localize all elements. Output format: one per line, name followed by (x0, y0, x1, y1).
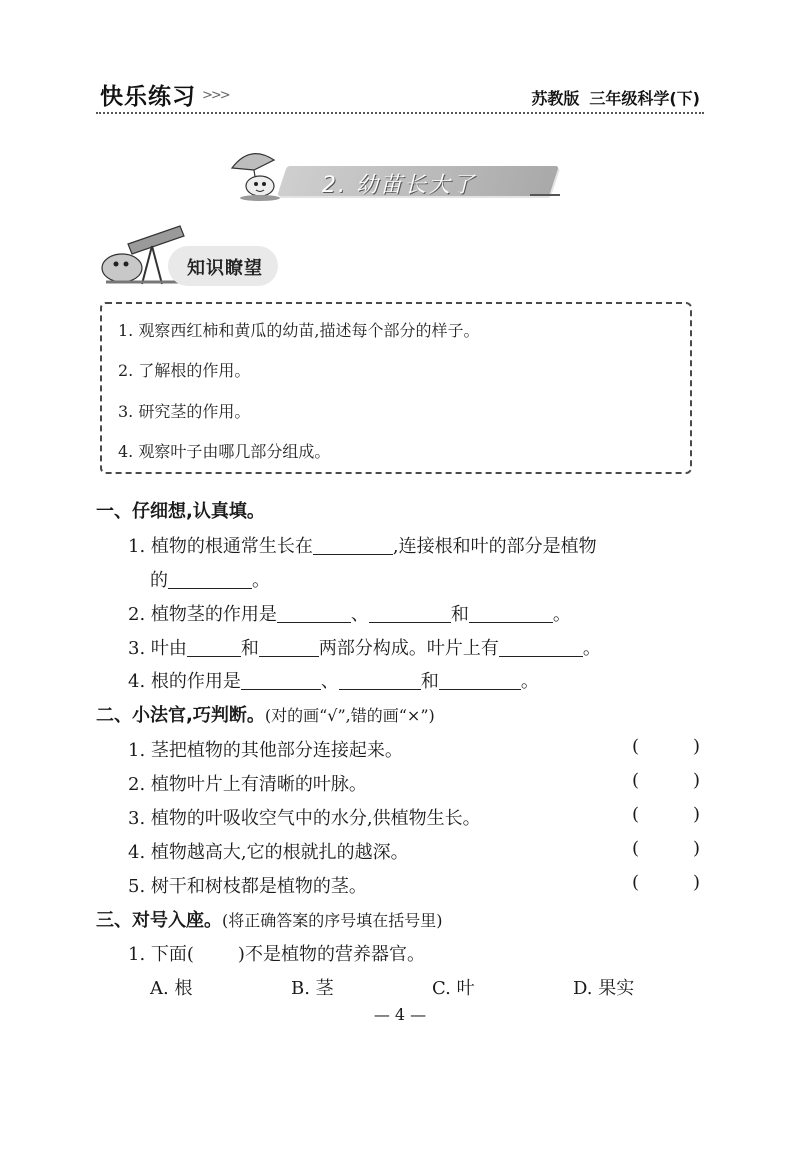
answer-paren-open[interactable]: ( (632, 872, 640, 893)
question-text: 4. 根的作用是 (128, 671, 241, 692)
choice-option-d[interactable]: D. 果实 (573, 978, 635, 999)
answer-blank[interactable] (469, 604, 553, 623)
answer-blank[interactable] (168, 570, 252, 589)
fill-question-1-cont (150, 566, 270, 592)
fill-question-2 (128, 600, 571, 626)
question-text: 、 (320, 671, 339, 692)
answer-blank[interactable] (187, 638, 241, 657)
section1-heading: 一、仔细想,认真填。 (96, 501, 265, 522)
objective-item: 4. 观察叶子由哪几部分组成。 (118, 442, 331, 461)
question-text: 。 (552, 604, 571, 625)
judge-item-2 (128, 770, 700, 796)
question-text: )不是植物的营养器官。 (237, 944, 425, 965)
answer-paren-close[interactable]: ) (692, 770, 700, 791)
section3-heading (96, 906, 443, 932)
judge-item-3 (128, 804, 700, 830)
answer-paren-open[interactable]: ( (632, 838, 640, 859)
fill-question-1 (128, 532, 597, 558)
fill-question-4 (128, 667, 539, 693)
page-number: — 4 — (373, 1005, 427, 1024)
title-underline (530, 194, 560, 196)
question-text: 3. 叶由 (128, 638, 187, 659)
choice-option-b[interactable]: B. 茎 (291, 978, 334, 999)
book-info (521, 86, 700, 109)
question-text: 的 (150, 570, 168, 591)
objective-item: 1. 观察西红柿和黄瓜的幼苗,描述每个部分的样子。 (118, 321, 480, 340)
question-text: 2. 植物茎的作用是 (128, 604, 277, 625)
question-text: 。 (520, 671, 539, 692)
answer-paren-close[interactable]: ) (692, 872, 700, 893)
knowledge-badge-label: 知识瞭望 (187, 258, 263, 279)
answer-blank[interactable] (369, 604, 451, 623)
question-text: 2. 植物叶片上有清晰的叶脉。 (128, 774, 367, 795)
answer-blank[interactable] (313, 536, 393, 555)
choice-option-a[interactable]: A. 根 (150, 978, 193, 999)
question-text: 5. 树干和树枝都是植物的茎。 (128, 876, 367, 897)
question-text: 和 (420, 671, 439, 692)
subject: 三年级科学(下) (589, 89, 700, 108)
question-text: 4. 植物越高大,它的根就扎的越深。 (128, 842, 409, 863)
question-text: 两部分构成。叶片上有 (318, 638, 499, 659)
judge-item-5 (128, 872, 700, 898)
publisher: 苏教版 (531, 89, 580, 108)
answer-paren-open[interactable]: ( (632, 804, 640, 825)
question-text: 1. 茎把植物的其他部分连接起来。 (128, 740, 403, 761)
choice-question-1 (128, 940, 425, 966)
question-text: 和 (240, 638, 259, 659)
mascot-illustration-icon (224, 146, 284, 202)
section2-note: (对的画“√”,错的画“×”) (264, 706, 435, 725)
question-text: 1. 植物的根通常生长在 (128, 536, 313, 557)
section2-heading (96, 701, 435, 727)
lesson-title: 2. 幼苗长大了 (322, 173, 476, 198)
question-text: ,连接根和叶的部分是植物 (392, 536, 597, 557)
fill-question-3 (128, 634, 601, 660)
question-text: 、 (350, 604, 369, 625)
answer-blank[interactable] (277, 604, 351, 623)
section2-title: 二、小法官,巧判断。 (96, 705, 265, 726)
objective-item: 3. 研究茎的作用。 (118, 402, 251, 421)
section3-title: 三、对号入座。 (96, 910, 222, 931)
answer-paren-close[interactable]: ) (692, 804, 700, 825)
answer-blank[interactable] (241, 671, 321, 690)
question-text: 。 (582, 638, 601, 659)
section3-note: (将正确答案的序号填在括号里) (222, 911, 443, 930)
answer-paren-close[interactable]: ) (692, 838, 700, 859)
question-text: 1. 下面( (128, 944, 194, 965)
question-text: 和 (450, 604, 469, 625)
answer-blank[interactable] (339, 671, 421, 690)
series-title: 快乐练习 (100, 84, 196, 110)
answer-paren-open[interactable]: ( (632, 770, 640, 791)
answer-paren-close[interactable]: ) (692, 736, 700, 757)
question-text: 。 (252, 570, 270, 591)
answer-blank[interactable] (259, 638, 319, 657)
objective-item: 2. 了解根的作用。 (118, 361, 251, 380)
choice-option-c[interactable]: C. 叶 (432, 978, 475, 999)
answer-paren-open[interactable]: ( (632, 736, 640, 757)
question-text: 3. 植物的叶吸收空气中的水分,供植物生长。 (128, 808, 481, 829)
answer-blank[interactable] (499, 638, 583, 657)
judge-item-4 (128, 838, 700, 864)
judge-item-1 (128, 736, 700, 762)
answer-blank[interactable] (439, 671, 521, 690)
header-divider (96, 112, 704, 114)
arrows-decoration: >>> (202, 88, 229, 103)
